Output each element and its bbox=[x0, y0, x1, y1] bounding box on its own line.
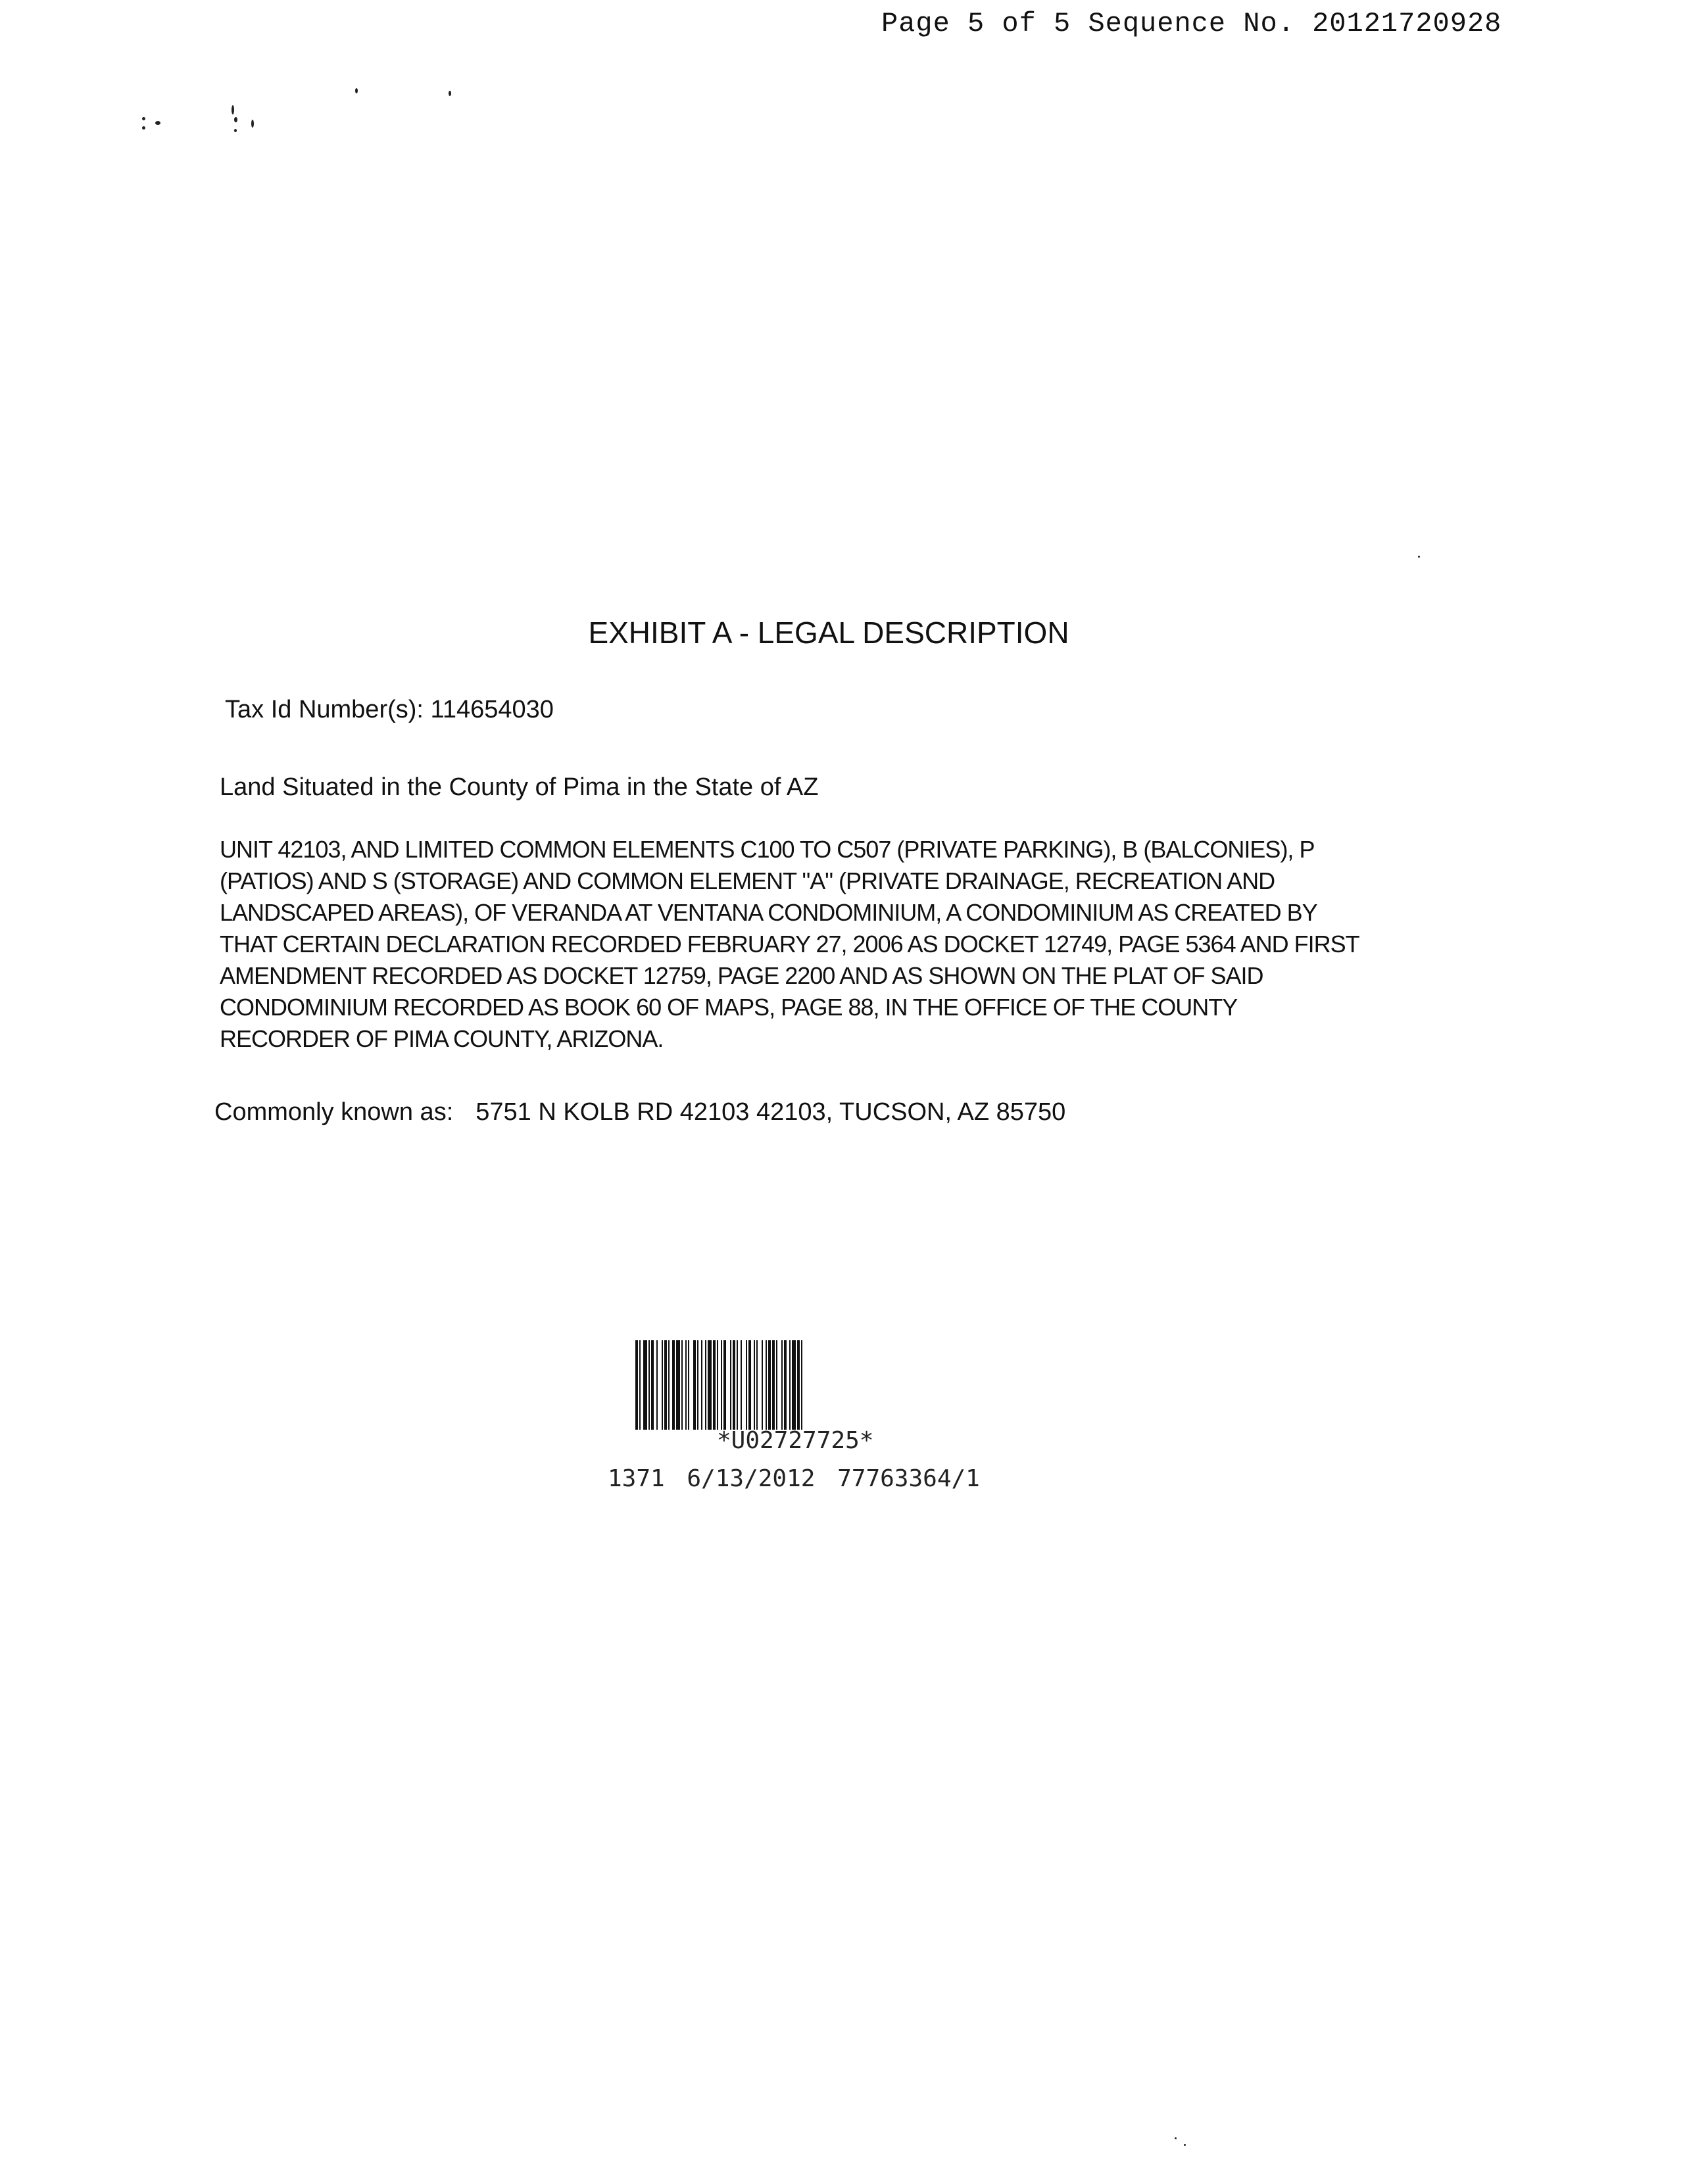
barcode-bar bbox=[768, 1340, 771, 1430]
barcode-bar bbox=[797, 1340, 800, 1430]
barcode-bar bbox=[648, 1340, 650, 1430]
barcode-bar bbox=[733, 1340, 735, 1430]
barcode-bar bbox=[681, 1340, 683, 1430]
scan-speck bbox=[1418, 556, 1420, 558]
exhibit-title: EXHIBIT A - LEGAL DESCRIPTION bbox=[588, 616, 1069, 650]
barcode-bar bbox=[784, 1340, 787, 1430]
barcode-bar bbox=[697, 1340, 698, 1430]
barcode-bar bbox=[781, 1340, 783, 1430]
scan-speck bbox=[1184, 2144, 1186, 2146]
barcode-bar bbox=[635, 1340, 638, 1430]
scan-speck bbox=[234, 117, 237, 122]
legal-description-line: CONDOMINIUM RECORDED AS BOOK 60 OF MAPS, PAGE 88, IN THE OFFICE OF THE COUNTY bbox=[220, 994, 1238, 1021]
barcode-bar bbox=[676, 1340, 680, 1430]
scan-speck bbox=[355, 88, 358, 93]
barcode-bar bbox=[772, 1340, 775, 1430]
barcode-bar bbox=[705, 1340, 706, 1430]
barcode-bar bbox=[741, 1340, 742, 1430]
barcode-bar bbox=[656, 1340, 658, 1430]
barcode-bar bbox=[762, 1340, 763, 1430]
barcode-bar bbox=[685, 1340, 687, 1430]
barcode-bar bbox=[693, 1340, 696, 1430]
barcode-bar bbox=[748, 1340, 751, 1430]
scan-speck bbox=[142, 117, 145, 120]
barcode-bar bbox=[639, 1340, 641, 1430]
legal-description-line: RECORDER OF PIMA COUNTY, ARIZONA. bbox=[220, 1025, 664, 1052]
barcode-bar bbox=[776, 1340, 777, 1430]
scan-speck bbox=[251, 120, 254, 128]
barcode-bar bbox=[723, 1340, 726, 1430]
recording-stamp: 1371 6/13/2012 77763364/1 bbox=[608, 1465, 980, 1492]
barcode-bar bbox=[672, 1340, 675, 1430]
legal-description-line: (PATIOS) AND S (STORAGE) AND COMMON ELEMENT "A" (PRIVATE DRAINAGE, RECREATION AND bbox=[220, 867, 1275, 894]
barcode-bar bbox=[721, 1340, 722, 1430]
land-situated-line: Land Situated in the County of Pima in the State of AZ bbox=[220, 773, 819, 801]
barcode-bar bbox=[754, 1340, 755, 1430]
property-address: 5751 N KOLB RD 42103 42103, TUCSON, AZ 85750 bbox=[476, 1098, 1066, 1126]
barcode-bar bbox=[746, 1340, 747, 1430]
barcode-bar bbox=[717, 1340, 718, 1430]
legal-description-line: LANDSCAPED AREAS), OF VERANDA AT VENTANA CONDOMINIUM, A CONDOMINIUM AS CREATED BY bbox=[220, 899, 1317, 926]
barcode-bar bbox=[651, 1340, 654, 1430]
legal-description-line: THAT CERTAIN DECLARATION RECORDED FEBRUARY 27, 2006 AS DOCKET 12749, PAGE 5364 AND FIRST bbox=[220, 931, 1359, 958]
barcode-bar bbox=[789, 1340, 791, 1430]
barcode-bar bbox=[643, 1340, 647, 1430]
legal-description bbox=[220, 834, 1377, 1055]
barcode-bar bbox=[756, 1340, 758, 1430]
legal-description-line: UNIT 42103, AND LIMITED COMMON ELEMENTS C100 TO C507 (PRIVATE PARKING), B (BALCONIES), P bbox=[220, 836, 1315, 863]
barcode-bar bbox=[662, 1340, 663, 1430]
barcode-bar bbox=[701, 1340, 702, 1430]
barcode-bar bbox=[737, 1340, 738, 1430]
barcode-bar bbox=[713, 1340, 716, 1430]
barcode-bar bbox=[730, 1340, 731, 1430]
barcode-bars bbox=[631, 1340, 973, 1432]
tax-id-number: Tax Id Number(s): 114654030 bbox=[225, 696, 554, 723]
barcode-bar bbox=[708, 1340, 712, 1430]
scan-speck bbox=[142, 126, 145, 130]
scan-speck bbox=[234, 129, 237, 132]
commonly-known-label: Commonly known as: bbox=[214, 1098, 454, 1126]
barcode bbox=[631, 1340, 973, 1432]
barcode-number: *U02727725* bbox=[717, 1427, 874, 1454]
legal-description-line: AMENDMENT RECORDED AS DOCKET 12759, PAGE 2200 AND AS SHOWN ON THE PLAT OF SAID bbox=[220, 962, 1263, 989]
page-sequence-header: Page 5 of 5 Sequence No. 20121720928 bbox=[881, 8, 1502, 39]
barcode-bar bbox=[664, 1340, 667, 1430]
barcode-bar bbox=[668, 1340, 670, 1430]
commonly-known-as bbox=[214, 1098, 1065, 1127]
scan-speck bbox=[155, 121, 160, 125]
scan-speck bbox=[449, 91, 451, 96]
barcode-bar bbox=[688, 1340, 689, 1430]
scan-speck bbox=[1175, 2137, 1177, 2139]
barcode-bar bbox=[801, 1340, 802, 1430]
scan-speck bbox=[232, 105, 234, 114]
barcode-bar bbox=[792, 1340, 796, 1430]
barcode-bar bbox=[766, 1340, 767, 1430]
